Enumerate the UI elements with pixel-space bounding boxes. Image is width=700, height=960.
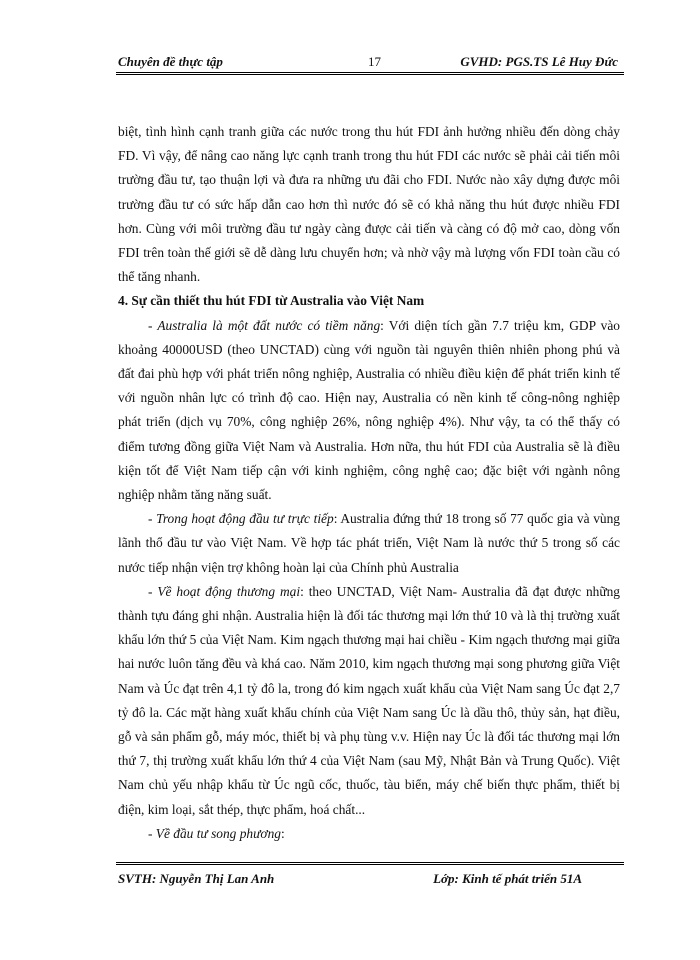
paragraph-potential (118, 314, 620, 508)
paragraph-lead: - Về hoạt động thương mại (148, 583, 301, 599)
page-number: 17 (368, 54, 381, 69)
header-divider (116, 72, 624, 75)
paragraph-text: : Với diện tích gần 7.7 triệu km, GDP vào khoảng 40000USD (theo UNCTAD) cùng với nguồn tài nguyên thiên nhiên phong phú và đất đai phù hợp với phát triển nông nghiệp, Australia có nhiều điều kiện để phát triển kinh tế với nguồn nhân lực có trình độ cao. Hiện nay, Australia có nền kinh tế công-nông nghiệp phát triển (dịch vụ 70%, công nghiệp 26%, nông nghiệp 4%). Như vậy, ta có thể thấy có điểm tương đồng giữa Việt Nam và Australia. Hơn nữa, thu hút FDI của Australia sẽ là điều kiện tốt để Việt Nam tiếp cận với kinh nghiệm, công nghệ cao; đặc biệt với ngành nông nghiệp nhằm tăng năng suất. (118, 317, 620, 503)
header-course-title: Chuyên đề thực tập (118, 54, 223, 69)
footer-student: SVTH: Nguyễn Thị Lan Anh (118, 871, 275, 886)
paragraph-lead: - Trong hoạt động đầu tư trực tiếp (148, 511, 334, 527)
paragraph-lead: - Về đầu tư song phương (148, 825, 281, 841)
paragraph-lead: - Australia là một đất nước có tiềm năng (148, 317, 381, 333)
paragraph-direct-investment (118, 507, 620, 580)
paragraph-bilateral-investment (118, 822, 620, 846)
paragraph-text: : Australia đứng thứ 18 trong số 77 quốc gia và vùng lãnh thổ đầu tư vào Việt Nam. Về hợp tác phát triển, Việt Nam là nước thứ 5 trong số các nước tiếp nhận viện trợ không hoàn lại của Chính phủ Australia (118, 511, 621, 575)
footer-class: Lớp: Kinh tế phát triển 51A (433, 871, 582, 886)
page-footer (116, 868, 624, 890)
footer-divider (116, 862, 624, 865)
section-heading: 4. Sự cần thiết thu hút FDI từ Australia vào Việt Nam (118, 293, 425, 309)
paragraph-trade (118, 580, 620, 822)
paragraph-text: : theo UNCTAD, Việt Nam- Australia đã đạt được những thành tựu đáng ghi nhận. Australia hiện là đối tác thương mại lớn thứ 10 và là thị trường xuất khẩu lớn thứ 5 của Việt Nam. Kim ngạch thương mại hai chiều - Kim ngạch thương mại giữa hai nước luôn tăng đều và khá cao. Năm 2010, kim ngạch thương mại song phương giữa Việt Nam và Úc đạt trên 4,1 tỷ đô la, trong đó kim ngạch xuất khẩu của Việt Nam sang Úc đạt 2,7 tỷ đô la. Các mặt hàng xuất khẩu chính của Việt Nam sang Úc là dầu thô, thủy sản, hạt điều, gỗ và sản phẩm gỗ, máy móc, thiết bị và phụ tùng v.v. Hiện nay Úc là đối tác thương mại lớn thứ 7, thị trường xuất khẩu lớn thứ 4 của Việt Nam (sau Mỹ, Nhật Bản và Trung Quốc). Việt Nam chủ yếu nhập khẩu từ Úc ngũ cốc, thuốc, tàu biển, máy chế biến thực phẩm, thiết bị điện, kim loại, sắt thép, thực phẩm, hoá chất... (118, 583, 620, 817)
page-header (116, 52, 624, 74)
document-body (118, 120, 620, 846)
header-supervisor: GVHD: PGS.TS Lê Huy Đức (460, 54, 618, 69)
intro-paragraph: biệt, tình hình cạnh tranh giữa các nước trong thu hút FDI ảnh hưởng nhiều đến dòng chảy FD. Vì vậy, để nâng cao năng lực cạnh tranh trong thu hút FDI các nước sẽ phải cải tiến môi trường đầu tư, tạo thuận lợi và đưa ra những ưu đãi cho FDI. Nước nào xây dựng được môi trường đầu tư có sức hấp dẫn cao hơn thì nước đó sẽ có khả năng thu hút được nhiều FDI hơn. Cùng với môi trường đầu tư ngày càng được cải tiến và càng có độ mở cao, dòng vốn FDI trên toàn thế giới sẽ dễ dàng lưu chuyển hơn; và nhờ vậy mà lượng vốn FDI toàn cầu có thể tăng nhanh. (118, 124, 620, 285)
paragraph-text: : (280, 825, 285, 841)
